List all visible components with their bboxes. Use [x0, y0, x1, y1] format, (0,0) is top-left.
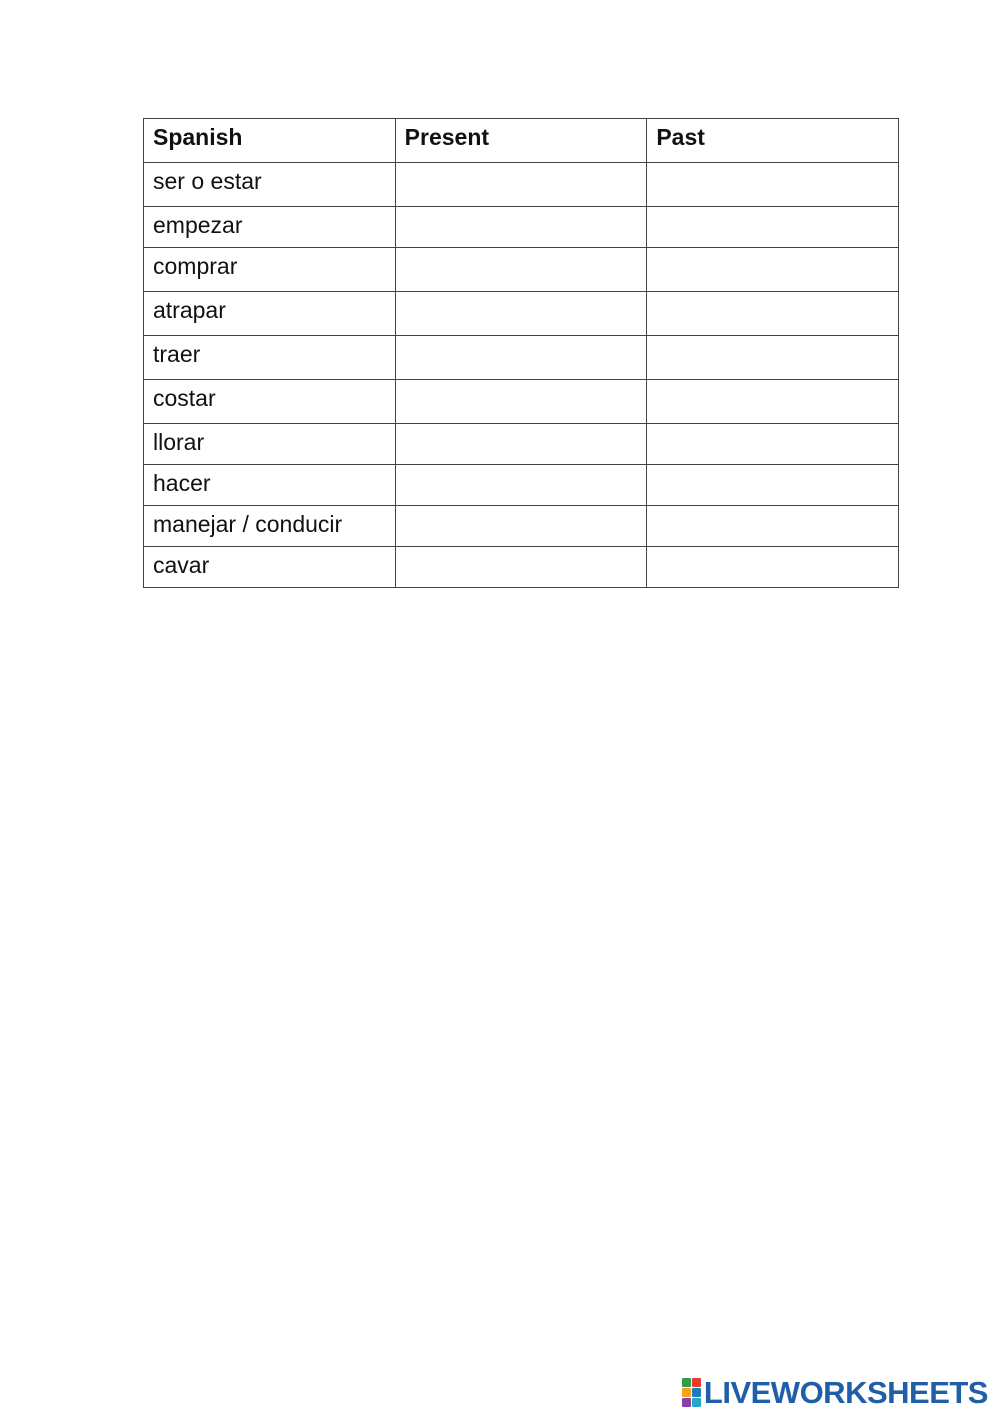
past-answer-field[interactable]	[647, 380, 899, 424]
present-answer-field[interactable]	[395, 465, 647, 506]
present-answer-field[interactable]	[395, 506, 647, 547]
past-answer-field[interactable]	[647, 506, 899, 547]
present-answer-field[interactable]	[395, 380, 647, 424]
present-answer-field[interactable]	[395, 292, 647, 336]
spanish-verb-cell: empezar	[144, 207, 396, 248]
table-row	[144, 163, 899, 207]
past-answer-field[interactable]	[647, 163, 899, 207]
table-header-row	[144, 119, 899, 163]
column-header-present: Present	[395, 119, 647, 163]
liveworksheets-logo	[682, 1377, 988, 1408]
present-answer-field[interactable]	[395, 424, 647, 465]
table-row	[144, 336, 899, 380]
logo-tile	[692, 1388, 701, 1397]
table-row	[144, 424, 899, 465]
table-row	[144, 380, 899, 424]
spanish-verb-cell: costar	[144, 380, 396, 424]
present-answer-field[interactable]	[395, 547, 647, 588]
spanish-verb-cell: comprar	[144, 248, 396, 292]
liveworksheets-logo-text: LIVEWORKSHEETS	[703, 1375, 988, 1410]
present-answer-field[interactable]	[395, 207, 647, 248]
liveworksheets-logo-icon	[682, 1378, 701, 1407]
spanish-verb-cell: ser o estar	[144, 163, 396, 207]
verb-table	[143, 118, 899, 588]
present-answer-field[interactable]	[395, 163, 647, 207]
logo-tile	[682, 1398, 691, 1407]
table-row	[144, 292, 899, 336]
table-row	[144, 465, 899, 506]
present-answer-field[interactable]	[395, 336, 647, 380]
spanish-verb-cell: llorar	[144, 424, 396, 465]
past-answer-field[interactable]	[647, 465, 899, 506]
past-answer-field[interactable]	[647, 248, 899, 292]
past-answer-field[interactable]	[647, 547, 899, 588]
logo-tile	[692, 1378, 701, 1387]
spanish-verb-cell: cavar	[144, 547, 396, 588]
column-header-spanish: Spanish	[144, 119, 396, 163]
table-row	[144, 547, 899, 588]
spanish-verb-cell: manejar / conducir	[144, 506, 396, 547]
logo-tile	[682, 1388, 691, 1397]
past-answer-field[interactable]	[647, 336, 899, 380]
past-answer-field[interactable]	[647, 424, 899, 465]
table-row	[144, 207, 899, 248]
past-answer-field[interactable]	[647, 207, 899, 248]
spanish-verb-cell: traer	[144, 336, 396, 380]
column-header-past: Past	[647, 119, 899, 163]
spanish-verb-cell: hacer	[144, 465, 396, 506]
spanish-verb-cell: atrapar	[144, 292, 396, 336]
logo-tile	[692, 1398, 701, 1407]
present-answer-field[interactable]	[395, 248, 647, 292]
table-row	[144, 506, 899, 547]
logo-tile	[682, 1378, 691, 1387]
past-answer-field[interactable]	[647, 292, 899, 336]
table-row	[144, 248, 899, 292]
